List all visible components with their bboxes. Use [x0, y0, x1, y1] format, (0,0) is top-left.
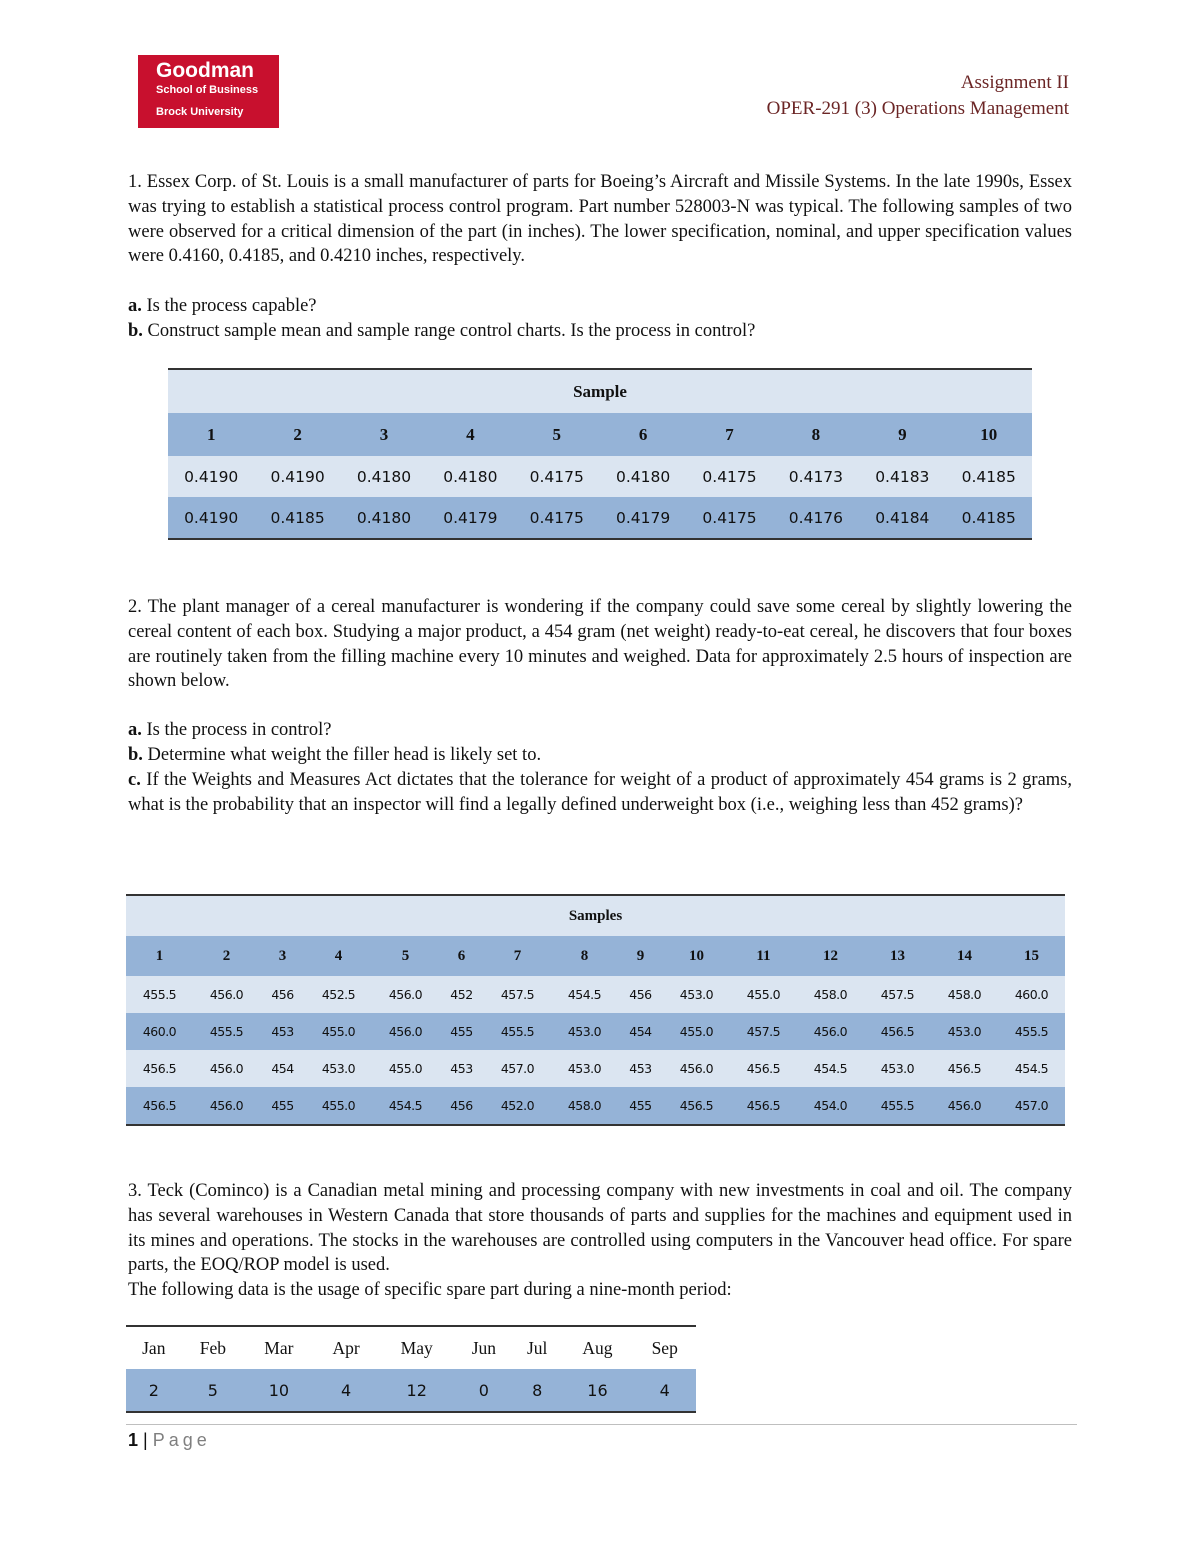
q1-a-text: Is the process capable? [141, 296, 317, 316]
q2-sample-number: 8 [580, 947, 589, 964]
q2-part-a [128, 718, 1072, 743]
q1-sample-number: 1 [206, 424, 216, 444]
q1-sample-number: 4 [466, 424, 475, 444]
q3-month-header: Jan [142, 1337, 166, 1358]
q2-weight-cell: 455.5 [880, 1098, 915, 1113]
q3-month-header: Apr [332, 1337, 360, 1358]
q2-weight-cell: 456.0 [209, 1061, 244, 1076]
logo-university: Brock University [156, 106, 244, 118]
q2-sample-number: 14 [956, 947, 972, 964]
q1-measurement-cell: 0.4185 [961, 467, 1016, 486]
q2-sample-number: 2 [222, 947, 231, 964]
q2-sample-number: 3 [278, 947, 287, 964]
q2-weight-cell: 455 [629, 1098, 652, 1113]
q2-weight-cell: 454 [271, 1061, 294, 1076]
q2-weight-cell: 454.5 [813, 1061, 848, 1076]
footer-divider [126, 1424, 1077, 1425]
q2-sample-number: 15 [1023, 947, 1039, 964]
q2-weight-cell: 455.0 [321, 1024, 356, 1039]
q2-sample-number: 4 [334, 947, 343, 964]
q2-samples-table [126, 894, 1065, 1126]
q2-table-title: Samples [568, 907, 623, 924]
q1-measurement-cell: 0.4175 [529, 508, 584, 527]
q2-weight-cell: 452.5 [321, 987, 356, 1002]
q3-usage-cell: 5 [207, 1380, 218, 1400]
page-number: 1 [128, 1430, 139, 1450]
q1-measurement-cell: 0.4175 [702, 508, 757, 527]
q1-part-a [128, 294, 1072, 319]
q1-sample-table [168, 368, 1032, 540]
q1-measurement-cell: 0.4180 [616, 467, 671, 486]
q2-sample-number: 13 [889, 947, 905, 964]
q3-month-header: Sep [651, 1337, 678, 1358]
q2-sample-number: 10 [688, 947, 704, 964]
q1-measurement-cell: 0.4185 [270, 508, 325, 527]
q1-measurement-cell: 0.4190 [270, 467, 325, 486]
q2-weight-cell: 458.0 [947, 987, 982, 1002]
q3-month-header: Aug [582, 1337, 613, 1358]
q2-weight-cell: 456.5 [880, 1024, 915, 1039]
q2-weight-cell: 456 [271, 987, 294, 1002]
q2-weight-cell: 456.0 [209, 987, 244, 1002]
q2-b-label: b. [128, 745, 143, 765]
q2-weight-cell: 454.5 [567, 987, 602, 1002]
q2-weight-cell: 454.5 [1014, 1061, 1049, 1076]
q1-a-label: a. [128, 296, 142, 316]
q2-weight-cell: 456.5 [142, 1098, 177, 1113]
q2-weight-cell: 456.5 [679, 1098, 714, 1113]
q2-weight-cell: 456.5 [947, 1061, 982, 1076]
q2-sample-number: 9 [636, 947, 645, 964]
q1-part-b [128, 319, 1072, 344]
q2-part-b [128, 743, 1072, 768]
q1-b-text: Construct sample mean and sample range control charts. Is the process in control? [142, 321, 756, 341]
q1-measurement-cell: 0.4184 [875, 508, 930, 527]
q2-weight-cell: 455.0 [746, 987, 781, 1002]
q1-measurement-cell: 0.4183 [875, 467, 930, 486]
q2-weight-cell: 453 [629, 1061, 652, 1076]
q2-sample-number: 5 [401, 947, 410, 964]
q1-sample-number: 3 [379, 424, 389, 444]
q1-sample-number: 9 [898, 424, 907, 444]
q2-a-text: Is the process in control? [141, 720, 332, 740]
q1-sample-number: 5 [552, 424, 561, 444]
logo-subtitle: School of Business [156, 84, 259, 96]
q3-month-header: Mar [264, 1337, 294, 1358]
q1-text: 1. Essex Corp. of St. Louis is a small manufacturer of parts for Boeing’s Aircraft and Missile Systems. In the late 1990s, Essex was trying to establish a statistical process control program. Part number 528003-N was typical. The following samples of two were observed for a critical dimension of the part (in inches). The lower specification, nominal, and upper specification values were 0.4160, 0.4185, and 0.4210 inches, respectively. [128, 172, 1072, 267]
q2-weight-cell: 456.5 [746, 1061, 781, 1076]
q2-weight-cell: 456 [629, 987, 652, 1002]
q1-measurement-cell: 0.4180 [443, 467, 498, 486]
q2-weight-cell: 455.0 [388, 1061, 423, 1076]
q3-usage-table [126, 1325, 696, 1413]
q1-measurement-cell: 0.4190 [184, 508, 239, 527]
q2-weight-cell: 457.5 [880, 987, 915, 1002]
q2-weight-cell: 457.0 [1014, 1098, 1049, 1113]
q2-weight-cell: 452 [450, 987, 473, 1002]
q2-weight-cell: 453.0 [321, 1061, 356, 1076]
q2-weight-cell: 456.0 [679, 1061, 714, 1076]
q2-weight-cell: 457.5 [500, 987, 535, 1002]
q3-usage-cell: 16 [587, 1380, 608, 1400]
q2-weight-cell: 454.0 [813, 1098, 848, 1113]
q3-usage-cell: 4 [659, 1380, 670, 1400]
q1-sample-number: 8 [811, 424, 821, 444]
q3-usage-cell: 10 [268, 1380, 290, 1400]
q1-sample-number: 6 [638, 424, 648, 444]
q1-measurement-cell: 0.4175 [529, 467, 584, 486]
q2-weight-cell: 458.0 [567, 1098, 602, 1113]
q2-weight-cell: 453 [450, 1061, 473, 1076]
q3-usage-cell: 8 [532, 1380, 543, 1400]
q1-sample-number: 10 [980, 424, 998, 444]
q2-weight-cell: 455.0 [679, 1024, 714, 1039]
q1-b-label: b. [128, 321, 143, 341]
q3-month-header: May [400, 1337, 433, 1358]
q2-weight-cell: 456 [450, 1098, 473, 1113]
page-footer [128, 1430, 211, 1451]
q2-part-c [128, 768, 1072, 818]
q2-c-label: c. [128, 770, 141, 790]
q2-weight-cell: 454.5 [388, 1098, 423, 1113]
q2-weight-cell: 457.5 [746, 1024, 781, 1039]
q1-measurement-cell: 0.4173 [788, 467, 844, 486]
q1-measurement-cell: 0.4176 [788, 508, 844, 527]
q2-weight-cell: 456.0 [388, 1024, 423, 1039]
q2-weight-cell: 453.0 [567, 1061, 602, 1076]
q1-measurement-cell: 0.4175 [702, 467, 757, 486]
q1-measurement-cell: 0.4185 [961, 508, 1016, 527]
q2-sample-number: 1 [155, 947, 164, 964]
q3-usage-cell: 0 [478, 1380, 489, 1400]
q2-weight-cell: 456.5 [746, 1098, 781, 1113]
q1-measurement-cell: 0.4180 [356, 508, 412, 527]
page-word: Page [152, 1430, 211, 1450]
q2-sample-number: 7 [513, 947, 522, 964]
q2-sample-number: 12 [822, 947, 838, 964]
q2-weight-cell: 452.0 [500, 1098, 535, 1113]
footer-separator: | [138, 1430, 153, 1450]
q2-weight-cell: 458.0 [813, 987, 848, 1002]
q2-weight-cell: 453 [271, 1024, 294, 1039]
q1-table-title: Sample [573, 381, 627, 401]
q2-weight-cell: 453.0 [567, 1024, 602, 1039]
q2-weight-cell: 460.0 [1014, 987, 1049, 1002]
q2-weight-cell: 456.0 [813, 1024, 848, 1039]
q2-sample-number: 11 [756, 947, 771, 964]
q2-weight-cell: 455.0 [321, 1098, 356, 1113]
q2-weight-cell: 455 [450, 1024, 473, 1039]
q2-a-label: a. [128, 720, 142, 740]
q2-weight-cell: 453.0 [947, 1024, 982, 1039]
q2-weight-cell: 455 [271, 1098, 294, 1113]
logo-title: Goodman [156, 59, 254, 82]
q1-measurement-cell: 0.4180 [356, 467, 412, 486]
q2-weight-cell: 455.5 [1014, 1024, 1049, 1039]
q3-usage-cell: 12 [406, 1380, 427, 1400]
assignment-title: Assignment II [960, 72, 1069, 93]
q2-weight-cell: 455.5 [142, 987, 177, 1002]
q1-measurement-cell: 0.4179 [443, 508, 498, 527]
q2-weight-cell: 456.0 [209, 1098, 244, 1113]
q3-usage-cell: 4 [340, 1380, 352, 1400]
q2-text: 2. The plant manager of a cereal manufacturer is wondering if the company could save some cereal by slightly lowering the cereal content of each box. Studying a major product, a 454 gram (net weight) ready-to-eat cereal, he discovers that four boxes are routinely taken from the filling machine every 10 minutes and weighed. Data for approximately 2.5 hours of inspection are shown below. [128, 597, 1072, 692]
q2-weight-cell: 456.5 [142, 1061, 177, 1076]
goodman-logo [138, 55, 279, 128]
course-title: OPER-291 (3) Operations Management [766, 98, 1069, 119]
q1-sample-number: 7 [725, 424, 734, 444]
q2-c-text: If the Weights and Measures Act dictates that the tolerance for weight of a product of approximately 454 grams is 2 grams, what is the probability that an inspector will find a legally defined underweight box (i.e., weighing less than 452 grams)? [128, 770, 1072, 815]
q2-weight-cell: 455.5 [500, 1024, 535, 1039]
q2-b-text: Determine what weight the filler head is likely set to. [142, 745, 542, 765]
page-header [767, 70, 1069, 122]
q1-measurement-cell: 0.4179 [616, 508, 671, 527]
q2-sample-number: 6 [457, 947, 466, 964]
q3-month-header: Jun [471, 1337, 497, 1358]
q2-weight-cell: 460.0 [142, 1024, 177, 1039]
q3-text: 3. Teck (Cominco) is a Canadian metal mining and processing company with new investments in coal and oil. The company has several warehouses in Western Canada that store thousands of parts and supplies for the machines and equipment used in its mines and operations. The stocks in the warehouses are controlled using computers in the Vancouver head office. For spare parts, the EOQ/ROP model is used. [128, 1181, 1072, 1276]
q2-weight-cell: 456.0 [947, 1098, 982, 1113]
q2-weight-cell: 454 [629, 1024, 652, 1039]
q1-sample-number: 2 [293, 424, 302, 444]
q2-weight-cell: 455.5 [209, 1024, 244, 1039]
q3-text-usage: The following data is the usage of specific spare part during a nine-month period: [128, 1280, 732, 1300]
q3-month-header: Feb [199, 1337, 226, 1358]
q3-usage-cell: 2 [148, 1380, 159, 1400]
q2-weight-cell: 456.0 [388, 987, 423, 1002]
q2-weight-cell: 453.0 [880, 1061, 915, 1076]
q3-month-header: Jul [526, 1337, 548, 1358]
q2-weight-cell: 457.0 [500, 1061, 535, 1076]
q1-measurement-cell: 0.4190 [184, 467, 239, 486]
q2-weight-cell: 453.0 [679, 987, 714, 1002]
